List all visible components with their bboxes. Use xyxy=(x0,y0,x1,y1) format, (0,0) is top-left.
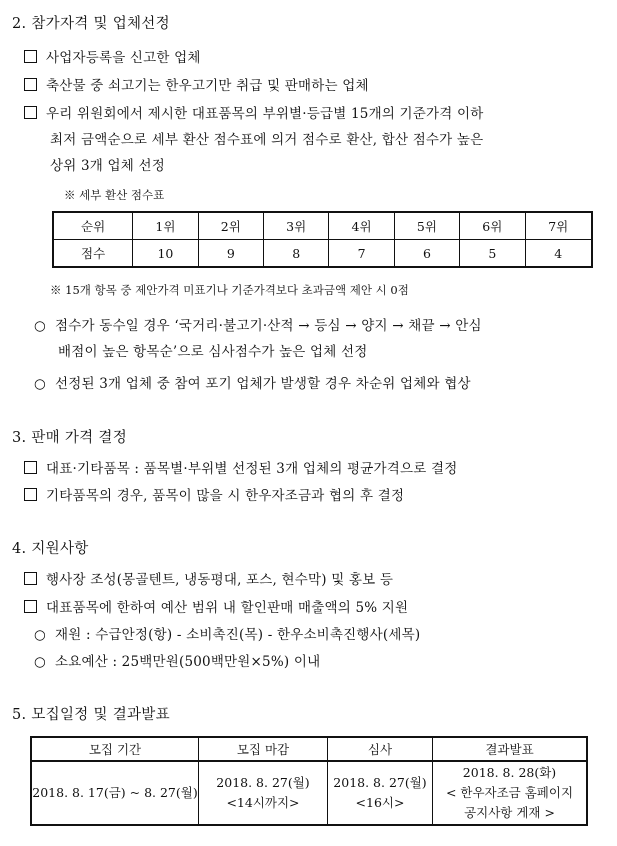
section3-item-1: 대표·기타품목 : 품목별·부위별 선정된 3개 업체의 평균가격으로 결정 xyxy=(24,457,457,477)
schedule-header-row xyxy=(31,737,587,761)
section4-item-2: 대표품목에 한하여 예산 범위 내 할인판매 매출액의 5% 지원 xyxy=(24,596,408,616)
tie-rule-line-2: 배점이 높은 항목순’으로 심사점수가 높은 업체 선정 xyxy=(58,344,368,360)
score-cell: 4 xyxy=(525,240,592,268)
schedule-table xyxy=(30,736,588,826)
score-table-rank-label: 순위 xyxy=(53,212,133,240)
schedule-header-result: 결과발표 xyxy=(433,737,588,761)
rank-cell: 3위 xyxy=(264,212,329,240)
score-table-caption: ※ 세부 환산 점수표 xyxy=(64,188,165,202)
schedule-result xyxy=(433,761,588,825)
rank-cell: 6위 xyxy=(460,212,525,240)
schedule-review xyxy=(328,761,433,825)
checkbox-square-icon xyxy=(24,600,37,613)
rank-cell: 7위 xyxy=(525,212,592,240)
section2-item-3-line-3: 상위 3개 업체 선정 xyxy=(50,158,165,174)
schedule-period: 2018. 8. 17(금) ~ 8. 27(월) xyxy=(31,761,199,825)
checkbox-square-icon xyxy=(24,78,37,91)
score-table xyxy=(52,211,593,268)
schedule-header-period: 모집 기간 xyxy=(31,737,199,761)
result-date: 2018. 8. 28(화) xyxy=(462,765,557,780)
checkbox-square-icon xyxy=(24,106,37,119)
review-date: 2018. 8. 27(월) xyxy=(333,775,427,790)
section2-heading: 2. 참가자격 및 업체선정 xyxy=(12,16,170,32)
section2-item-2: 축산물 중 쇠고기는 한우고기만 취급 및 판매하는 업체 xyxy=(24,74,369,94)
review-time: <16시> xyxy=(355,795,405,810)
schedule-deadline xyxy=(199,761,328,825)
score-cell: 10 xyxy=(133,240,198,268)
checkbox-square-icon xyxy=(24,50,37,63)
rank-cell: 4위 xyxy=(329,212,394,240)
score-table-rank-row xyxy=(53,212,592,240)
checkbox-square-icon xyxy=(24,488,37,501)
circle-bullet-icon: ○ xyxy=(34,627,46,643)
result-where-2: 공지사항 게재 > xyxy=(464,805,555,820)
schedule-header-review: 심사 xyxy=(328,737,433,761)
deadline-date: 2018. 8. 27(월) xyxy=(216,775,310,790)
schedule-row xyxy=(31,761,587,825)
rank-cell: 2위 xyxy=(198,212,263,240)
forfeit-rule: ○ 선정된 3개 업체 중 참여 포기 업체가 발생할 경우 차순위 업체와 협상 xyxy=(34,376,471,392)
score-cell: 7 xyxy=(329,240,394,268)
score-cell: 5 xyxy=(460,240,525,268)
result-where: < 한우자조금 홈페이지 xyxy=(445,785,574,800)
rank-cell: 1위 xyxy=(133,212,198,240)
deadline-time: <14시까지> xyxy=(226,795,300,810)
section5-heading: 5. 모집일정 및 결과발표 xyxy=(12,707,170,723)
score-footnote: ※ 15개 항목 중 제안가격 미표기나 기준가격보다 초과금액 제안 시 0점 xyxy=(50,283,409,297)
section4-item-1: 행사장 조성(몽골텐트, 냉동평대, 포스, 현수막) 및 홍보 등 xyxy=(24,568,393,588)
tie-rule: ○ 점수가 동수일 경우 ‘국거리·불고기·산적 → 등심 → 양지 → 채끝 → 안심 xyxy=(34,318,482,334)
section2-item-3-line-2: 최저 금액순으로 세부 환산 점수표에 의거 점수로 환산, 합산 점수가 높은 xyxy=(50,132,484,148)
checkbox-square-icon xyxy=(24,572,37,585)
section2-item-1: 사업자등록을 신고한 업체 xyxy=(24,46,201,66)
circle-bullet-icon: ○ xyxy=(34,318,46,334)
score-table-score-label: 점수 xyxy=(53,240,133,268)
section4-subitem-1: ○ 재원 : 수급안정(항) - 소비촉진(목) - 한우소비촉진행사(세목) xyxy=(34,627,421,643)
section4-heading: 4. 지원사항 xyxy=(12,541,89,557)
section2-item-3: 우리 위원회에서 제시한 대표품목의 부위별·등급별 15개의 기준가격 이하 xyxy=(24,102,484,122)
schedule-header-deadline: 모집 마감 xyxy=(199,737,328,761)
checkbox-square-icon xyxy=(24,461,37,474)
score-cell: 8 xyxy=(264,240,329,268)
rank-cell: 5위 xyxy=(394,212,459,240)
section3-heading: 3. 판매 가격 결정 xyxy=(12,430,128,446)
section3-item-2: 기타품목의 경우, 품목이 많을 시 한우자조금과 협의 후 결정 xyxy=(24,484,404,504)
score-cell: 6 xyxy=(394,240,459,268)
circle-bullet-icon: ○ xyxy=(34,376,46,392)
score-table-score-row xyxy=(53,240,592,268)
section4-subitem-2: ○ 소요예산 : 25백만원(500백만원×5%) 이내 xyxy=(34,654,321,670)
circle-bullet-icon: ○ xyxy=(34,654,46,670)
score-cell: 9 xyxy=(198,240,263,268)
